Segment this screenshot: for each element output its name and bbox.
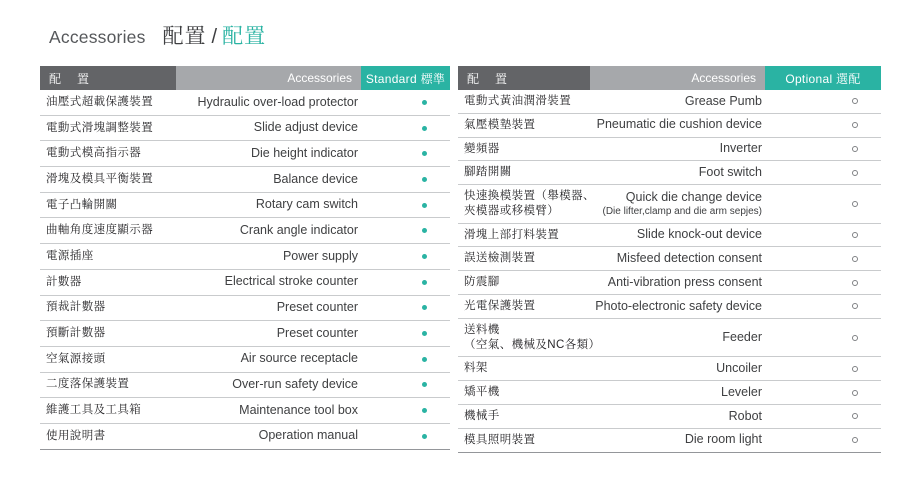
item-name-en (590, 185, 765, 223)
header-name-cn: 配 置 (458, 66, 590, 90)
page-title-cn: 配置 (162, 25, 207, 48)
item-name-en-text: Slide knock-out device (636, 227, 762, 242)
item-name-cn-text: 預斷計數器 (46, 327, 106, 340)
optional-circle-icon (852, 366, 858, 372)
item-name-en (590, 224, 765, 247)
standard-dot-icon (422, 177, 427, 182)
item-name-cn (40, 218, 176, 243)
item-name-en (590, 138, 765, 161)
standard-table-header (40, 66, 450, 90)
item-name-cn-text: 電動式模高指示器 (46, 147, 142, 160)
item-name-en (176, 321, 361, 346)
standard-dot-icon (422, 382, 427, 387)
table-row (40, 116, 450, 142)
standard-dot-icon (422, 280, 427, 285)
item-name-en-text: Slide adjust device (253, 120, 358, 135)
item-name-cn-text: 滑塊及模具平衡裝置 (46, 172, 154, 185)
item-name-cn-text: 氣壓模墊裝置 (464, 118, 536, 131)
item-name-en-text: Anti-vibration press consent (607, 274, 762, 289)
item-name-cn (458, 90, 590, 113)
table-row (40, 90, 450, 116)
availability-cell (361, 270, 450, 295)
item-name-cn-text: 曲軸角度速度顯示器 (46, 224, 154, 237)
item-name-en-text: Foot switch (698, 164, 762, 179)
item-name-cn (458, 295, 590, 318)
item-name-cn-text: 快速換模裝置（舉模器、 (464, 190, 595, 202)
availability-cell (361, 321, 450, 346)
item-name-cn (40, 90, 176, 115)
item-name-en-text: Die height indicator (250, 145, 358, 160)
table-row (458, 381, 881, 405)
item-name-en (176, 116, 361, 141)
table-row (40, 270, 450, 296)
availability-cell (765, 295, 881, 318)
availability-cell (765, 429, 881, 452)
table-row (458, 429, 881, 453)
availability-cell (765, 271, 881, 294)
item-name-en-text: Electrical stroke counter (224, 274, 358, 289)
optional-circle-icon (852, 437, 858, 443)
standard-dot-icon (422, 203, 427, 208)
availability-cell (765, 114, 881, 137)
item-name-cn-text: 空氣源接頭 (46, 352, 106, 365)
optional-circle-icon (852, 280, 858, 286)
item-name-cn (40, 373, 176, 398)
item-name-cn (458, 381, 590, 404)
optional-circle-icon (852, 146, 858, 152)
availability-cell (765, 357, 881, 380)
standard-dot-icon (422, 126, 427, 131)
item-name-en (590, 161, 765, 184)
item-name-en (590, 381, 765, 404)
item-name-cn (458, 185, 595, 223)
availability-cell (765, 161, 881, 184)
optional-circle-icon (852, 256, 858, 262)
availability-cell (765, 138, 881, 161)
item-name-cn-text: 光電保護裝置 (464, 300, 536, 312)
item-name-cn (40, 424, 176, 449)
table-row (458, 161, 881, 185)
availability-cell (361, 218, 450, 243)
header-accessories: Accessories (176, 66, 361, 90)
table-row (458, 224, 881, 248)
item-name-en-text: Operation manual (258, 428, 358, 443)
item-name-en-text: Die room light (684, 432, 762, 447)
table-row (40, 398, 450, 424)
item-name-cn (458, 114, 590, 137)
item-name-en-text-line2: (Die lifter,clamp and die arm sepjes) (602, 205, 762, 217)
availability-cell (361, 424, 450, 449)
item-name-cn-text: 料架 (464, 362, 488, 375)
item-name-en-text: Preset counter (276, 325, 358, 340)
optional-table-header (458, 66, 881, 90)
table-row (458, 357, 881, 381)
standard-dot-icon (422, 331, 427, 336)
item-name-en (590, 114, 765, 137)
availability-cell (361, 373, 450, 398)
item-name-en-text: Photo-electronic safety device (595, 298, 762, 313)
optional-circle-icon (852, 98, 858, 104)
item-name-en (590, 90, 765, 113)
item-name-cn (458, 357, 590, 380)
item-name-cn-text: 防震腳 (464, 276, 500, 289)
item-name-cn-text: 電子凸輪開關 (46, 198, 118, 211)
standard-table-body (40, 90, 450, 450)
page-title-separator: / (211, 26, 218, 48)
item-name-en-text: Feeder (722, 329, 762, 344)
availability-cell (765, 224, 881, 247)
table-row (40, 373, 450, 399)
item-name-en (176, 347, 361, 372)
item-name-cn-text-line2: 夾模器或移模臂） (464, 204, 560, 217)
table-row (40, 141, 450, 167)
table-row (458, 247, 881, 271)
optional-circle-icon (852, 303, 858, 309)
table-row (40, 424, 450, 450)
standard-dot-icon (422, 408, 427, 413)
header-name-cn: 配 置 (40, 66, 176, 90)
availability-cell (765, 90, 881, 113)
item-name-cn (458, 271, 590, 294)
item-name-cn (458, 224, 590, 247)
item-name-cn (458, 405, 590, 428)
item-name-en-text: Balance device (273, 171, 358, 186)
item-name-cn (458, 138, 590, 161)
item-name-en (176, 244, 361, 269)
item-name-en (176, 90, 361, 115)
item-name-en (176, 373, 361, 398)
item-name-en (590, 405, 765, 428)
standard-dot-icon (422, 100, 427, 105)
item-name-cn-text: 滑塊上部打料裝置 (464, 228, 560, 241)
item-name-en (176, 167, 361, 192)
item-name-cn (40, 347, 176, 372)
table-row (458, 138, 881, 162)
table-row (40, 193, 450, 219)
optional-circle-icon (852, 201, 858, 207)
item-name-en (590, 319, 765, 357)
item-name-en-text: Crank angle indicator (239, 222, 358, 237)
availability-cell (765, 381, 881, 404)
item-name-cn (40, 244, 176, 269)
item-name-cn (40, 270, 176, 295)
optional-circle-icon (852, 413, 858, 419)
item-name-en (176, 193, 361, 218)
table-row (40, 347, 450, 373)
item-name-cn-text: 機械手 (464, 409, 500, 422)
item-name-cn-text: 電動式黃油潤滑裝置 (464, 94, 572, 107)
availability-cell (765, 247, 881, 270)
availability-cell (361, 167, 450, 192)
item-name-en (176, 270, 361, 295)
item-name-en-text: Quick die change device (625, 189, 762, 204)
item-name-en (590, 295, 765, 318)
table-row (40, 244, 450, 270)
availability-cell (361, 141, 450, 166)
item-name-cn (458, 161, 590, 184)
standard-dot-icon (422, 434, 427, 439)
item-name-cn-text-line2: （空氣、機械及NC各類） (464, 338, 601, 351)
item-name-en (176, 218, 361, 243)
table-row (458, 185, 881, 224)
optional-circle-icon (852, 335, 858, 341)
item-name-en (176, 398, 361, 423)
table-row (458, 271, 881, 295)
item-name-cn (458, 429, 590, 452)
optional-circle-icon (852, 390, 858, 396)
item-name-en-text: Grease Pumb (684, 93, 762, 108)
item-name-cn-text: 送料機 (464, 323, 500, 336)
item-name-en-text: Over-run safety device (232, 377, 358, 392)
availability-cell (361, 347, 450, 372)
item-name-cn (458, 247, 590, 270)
item-name-en-text: Uncoiler (716, 360, 762, 375)
item-name-en-text: Misfeed detection consent (616, 251, 762, 266)
item-name-cn (40, 193, 176, 218)
standard-dot-icon (422, 254, 427, 259)
optional-circle-icon (852, 122, 858, 128)
item-name-en-text: Robot (728, 408, 762, 423)
standard-accessories-table (40, 66, 450, 450)
item-name-cn (40, 296, 176, 321)
item-name-en-text: Air source receptacle (240, 351, 358, 366)
item-name-cn-text: 矯平機 (464, 386, 500, 399)
standard-dot-icon (422, 305, 427, 310)
availability-cell (765, 319, 881, 357)
item-name-cn-text: 計數器 (46, 275, 82, 288)
optional-accessories-table (458, 66, 881, 453)
standard-dot-icon (422, 151, 427, 156)
item-name-cn-text: 維護工具及工具箱 (46, 404, 142, 417)
item-name-cn-text: 誤送檢測裝置 (464, 252, 536, 265)
item-name-en-text: Power supply (282, 248, 358, 263)
item-name-cn-text: 電動式滑塊調整裝置 (46, 121, 154, 134)
item-name-en (176, 141, 361, 166)
item-name-cn (40, 321, 176, 346)
availability-cell (765, 405, 881, 428)
item-name-en-text: Leveler (721, 384, 762, 399)
item-name-cn-text: 使用說明書 (46, 429, 106, 442)
item-name-en (590, 429, 765, 452)
standard-dot-icon (422, 228, 427, 233)
item-name-cn-text: 變頻器 (464, 142, 500, 155)
availability-cell (361, 398, 450, 423)
item-name-cn (40, 398, 176, 423)
item-name-cn (40, 141, 176, 166)
page-title-cn-accent: 配置 (222, 25, 267, 48)
availability-cell (361, 116, 450, 141)
availability-cell (765, 185, 881, 223)
standard-dot-icon (422, 357, 427, 362)
item-name-cn-text: 預裁計數器 (46, 301, 106, 314)
table-row (40, 167, 450, 193)
optional-circle-icon (852, 170, 858, 176)
availability-cell (361, 296, 450, 321)
item-name-en (590, 247, 765, 270)
item-name-en-text: Maintenance tool box (239, 402, 358, 417)
availability-cell (361, 193, 450, 218)
accessories-tables (40, 66, 881, 453)
item-name-en (590, 357, 765, 380)
table-row (458, 90, 881, 114)
availability-cell (361, 244, 450, 269)
optional-circle-icon (852, 232, 858, 238)
item-name-en-text: Rotary cam switch (255, 197, 358, 212)
item-name-cn-text: 電源插座 (46, 250, 94, 262)
item-name-en (590, 271, 765, 294)
table-row (458, 295, 881, 319)
availability-cell (361, 90, 450, 115)
table-row (40, 218, 450, 244)
item-name-cn-text: 模具照明裝置 (464, 433, 536, 446)
item-name-en-text: Pneumatic die cushion device (596, 117, 762, 132)
table-row (458, 319, 881, 358)
item-name-en-text: Preset counter (276, 300, 358, 315)
table-row (458, 405, 881, 429)
table-row (40, 296, 450, 322)
page-title (49, 20, 266, 50)
table-row (458, 114, 881, 138)
item-name-en (176, 296, 361, 321)
item-name-cn (40, 116, 176, 141)
page-title-en: Accessories (49, 27, 146, 47)
item-name-cn-text: 油壓式超載保護裝置 (46, 95, 154, 108)
item-name-cn (40, 167, 176, 192)
optional-table-body (458, 90, 881, 453)
item-name-cn-text: 二度落保護裝置 (46, 378, 130, 391)
item-name-en (176, 424, 361, 449)
header-accessories: Accessories (590, 66, 765, 90)
item-name-en-text: Hydraulic over-load protector (197, 94, 358, 109)
item-name-cn-text: 腳踏開關 (464, 166, 512, 179)
table-row (40, 321, 450, 347)
item-name-cn (458, 319, 601, 357)
header-optional: Optional 選配 (765, 66, 881, 90)
item-name-en-text: Inverter (719, 141, 762, 156)
header-standard: Standard 標準 (361, 66, 450, 90)
